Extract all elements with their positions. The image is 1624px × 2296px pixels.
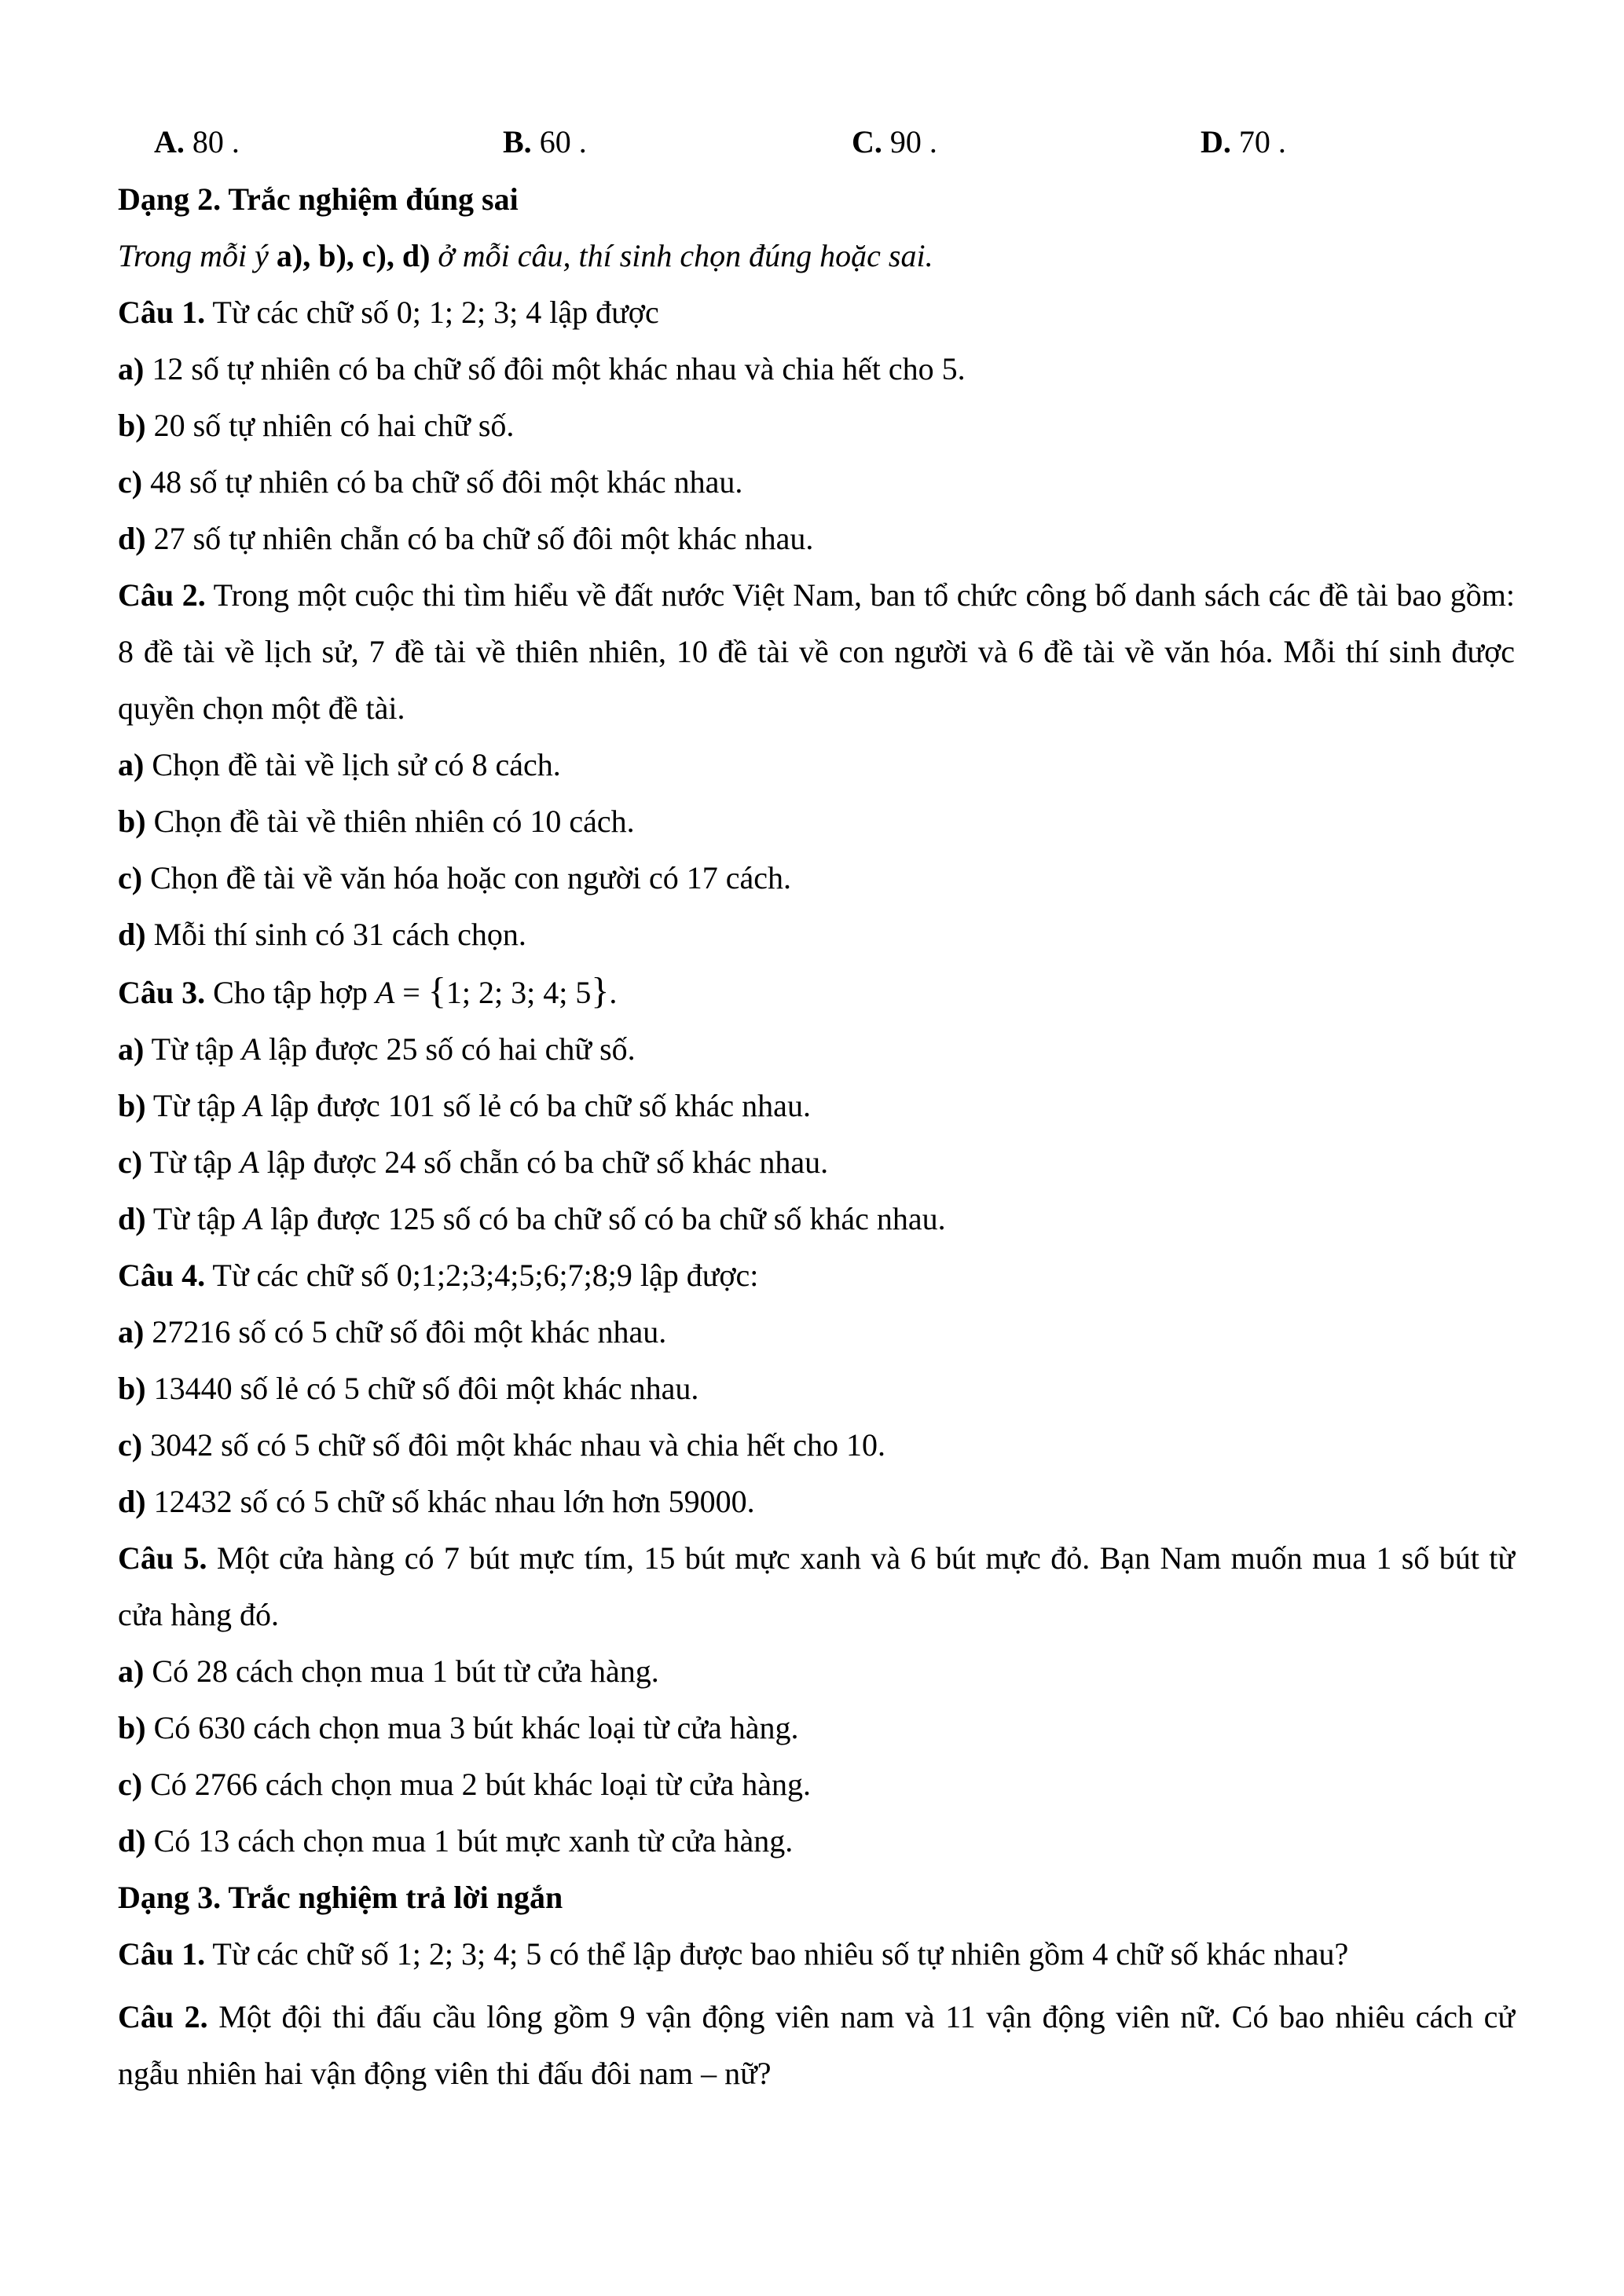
question-3-stem: Câu 3. Cho tập hợp A = {1; 2; 3; 4; 5}. [118, 970, 618, 1012]
question-3-item-d: d) Từ tập A lập được 125 số có ba chữ số có ba chữ số khác nhau. [118, 1201, 946, 1236]
section-3-title: Dạng 3. Trắc nghiệm trả lời ngắn [118, 1880, 563, 1915]
question-5-item-a: a) Có 28 cách chọn mua 1 bút từ cửa hàng. [118, 1653, 659, 1689]
question-2-item-d: d) Mỗi thí sinh có 31 cách chọn. [118, 917, 526, 952]
question-3-item-b: b) Từ tập A lập được 101 số lẻ có ba chữ số khác nhau. [118, 1088, 811, 1123]
question-4-item-c: c) 3042 số có 5 chữ số đôi một khác nhau và chia hết cho 10. [118, 1427, 885, 1463]
question-2-item-c: c) Chọn đề tài về văn hóa hoặc con người có 17 cách. [118, 860, 791, 895]
question-4-item-d: d) 12432 số có 5 chữ số khác nhau lớn hơn 59000. [118, 1484, 755, 1519]
short-question-1: Câu 1. Từ các chữ số 1; 2; 3; 4; 5 có thể lập được bao nhiêu số tự nhiên gồm 4 chữ số khác nhau? [118, 1936, 1349, 1972]
section-2-title: Dạng 2. Trắc nghiệm đúng sai [118, 181, 519, 217]
question-5-item-d: d) Có 13 cách chọn mua 1 bút mực xanh từ cửa hàng. [118, 1823, 794, 1858]
digit-list: 0;1;2;3;4;5;6;7;8;9 [396, 1258, 632, 1293]
question-1-item-a: a) 12 số tự nhiên có ba chữ số đôi một khác nhau và chia hết cho 5. [118, 351, 966, 386]
question-3-item-c: c) Từ tập A lập được 24 số chẵn có ba chữ số khác nhau. [118, 1144, 829, 1180]
question-1-item-d: d) 27 số tự nhiên chẵn có ba chữ số đôi một khác nhau. [118, 521, 814, 556]
question-5-stem: Câu 5. Một cửa hàng có 7 bút mực tím, 15 bút mực xanh và 6 bút mực đỏ. Bạn Nam muốn mua 1 số bút từ cửa hàng đó. [118, 1540, 1516, 1632]
question-4-item-a: a) 27216 số có 5 chữ số đôi một khác nhau. [118, 1314, 667, 1349]
short-question-2: Câu 2. Một đội thi đấu cầu lông gồm 9 vận động viên nam và 11 vận động viên nữ. Có bao nhiêu cách cử ngẫu nhiên hai vận động viên thi đấu đôi nam – nữ? [118, 1999, 1516, 2091]
option-a: A. 80 . [154, 124, 240, 159]
set-elements: 1; 2; 3; 4; 5 [445, 975, 592, 1010]
answer-options-row [0, 114, 1624, 170]
option-b: B. 60 . [503, 124, 587, 159]
question-1-item-c: c) 48 số tự nhiên có ba chữ số đôi một khác nhau. [118, 464, 743, 500]
question-4-item-b: b) 13440 số lẻ có 5 chữ số đôi một khác nhau. [118, 1371, 699, 1406]
question-4-stem: Câu 4. Từ các chữ số 0;1;2;3;4;5;6;7;8;9 lập được: [118, 1258, 759, 1293]
question-2-item-a: a) Chọn đề tài về lịch sử có 8 cách. [118, 747, 561, 782]
section-2-instruction: Trong mỗi ý a), b), c), d) ở mỗi câu, thí sinh chọn đúng hoặc sai. [118, 238, 933, 273]
document-content [118, 171, 1515, 2102]
question-5-item-b: b) Có 630 cách chọn mua 3 bút khác loại từ cửa hàng. [118, 1710, 799, 1745]
set-name: A [375, 975, 395, 1010]
option-c: C. 90 . [852, 124, 937, 159]
question-2-stem: Câu 2. Trong một cuộc thi tìm hiểu về đất nước Việt Nam, ban tổ chức công bố danh sách các đề tài bao gồm: 8 đề tài về lịch sử, 7 đề tài về thiên nhiên, 10 đề tài về con người và 6 đề tài về văn hóa. Mỗi thí sinh được quyền chọn một đề tài. [118, 577, 1515, 726]
question-2-item-b: b) Chọn đề tài về thiên nhiên có 10 cách. [118, 804, 635, 839]
question-1-item-b: b) 20 số tự nhiên có hai chữ số. [118, 408, 515, 443]
option-d: D. 70 . [1201, 124, 1286, 159]
question-1-stem: Câu 1. Từ các chữ số 0; 1; 2; 3; 4 lập được [118, 295, 659, 330]
question-5-item-c: c) Có 2766 cách chọn mua 2 bút khác loại từ cửa hàng. [118, 1767, 811, 1802]
question-3-item-a: a) Từ tập A lập được 25 số có hai chữ số. [118, 1031, 636, 1067]
